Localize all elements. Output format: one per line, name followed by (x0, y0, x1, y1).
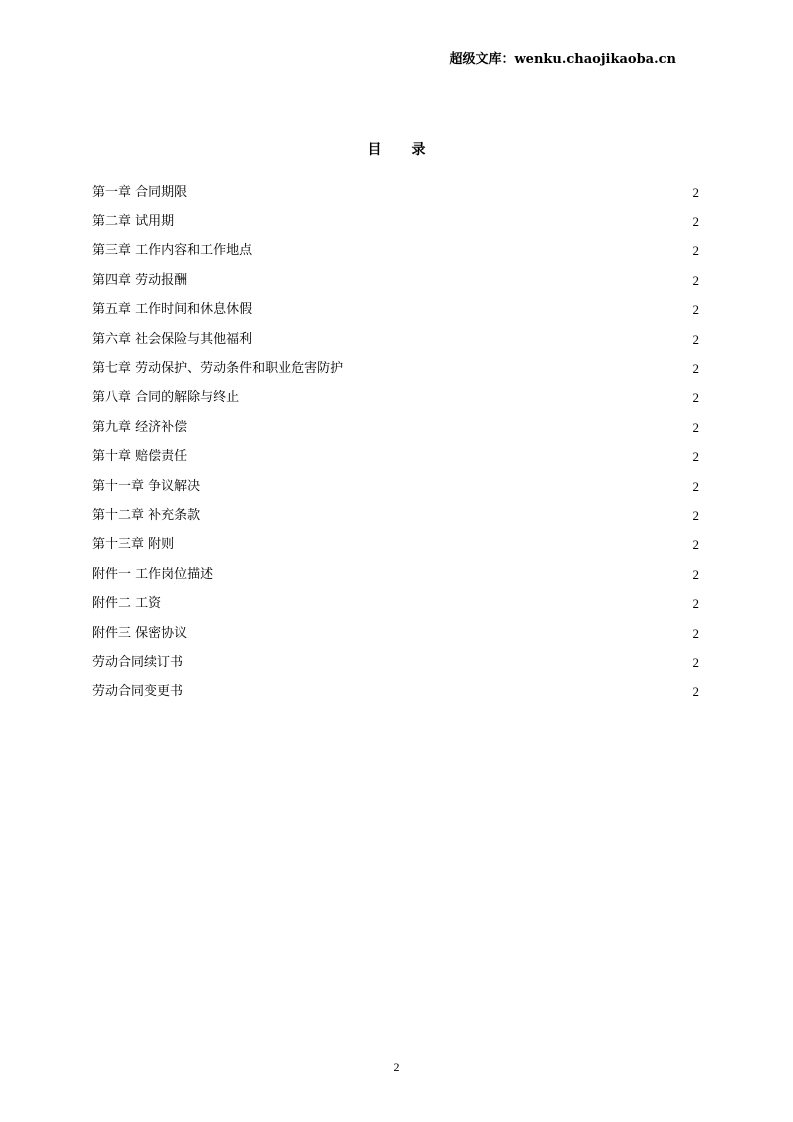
toc-item[interactable] (92, 384, 700, 413)
toc-item-label: 附件三 保密协议 (92, 625, 188, 641)
toc-item-page: 2 (692, 331, 699, 347)
toc-item-label: 第十一章 争议解决 (92, 478, 201, 494)
toc-item[interactable] (92, 501, 700, 530)
toc-item-page: 2 (692, 243, 699, 259)
toc-title-left: 目 (367, 142, 382, 158)
toc-item-page: 2 (692, 566, 699, 582)
toc-item[interactable] (92, 178, 700, 207)
toc-item-page: 2 (692, 419, 699, 435)
toc-item[interactable] (92, 413, 700, 442)
toc-item[interactable] (92, 354, 700, 383)
toc-item-label: 劳动合同变更书 (92, 684, 184, 700)
toc-item-label: 第八章 合同的解除与终止 (92, 390, 240, 406)
toc-item-label: 第十三章 附则 (92, 537, 175, 553)
toc-item-label: 第五章 工作时间和休息休假 (92, 302, 253, 318)
toc-item-label: 第七章 劳动保护、劳动条件和职业危害防护 (92, 361, 344, 377)
toc-item[interactable] (92, 207, 700, 236)
toc-title-right: 录 (411, 142, 426, 158)
toc-item[interactable] (92, 325, 700, 354)
toc-item-page: 2 (692, 507, 699, 523)
toc-item-label: 第二章 试用期 (92, 214, 175, 230)
toc-item[interactable] (92, 266, 700, 295)
toc-list (92, 178, 700, 707)
toc-item-page: 2 (692, 302, 699, 318)
toc-item[interactable] (92, 678, 700, 707)
toc-item[interactable] (92, 296, 700, 325)
toc-item-label: 第四章 劳动报酬 (92, 272, 188, 288)
toc-item-page: 2 (692, 184, 699, 200)
toc-item-page: 2 (692, 596, 699, 612)
toc-item-label: 第一章 合同期限 (92, 184, 188, 200)
page-header: 超级文库：wenku.chaojikaoba.cn (449, 52, 676, 67)
toc-item-label: 第九章 经济补偿 (92, 419, 188, 435)
toc-item-page: 2 (692, 214, 699, 230)
toc-item-label: 附件二 工资 (92, 596, 162, 612)
toc-item[interactable] (92, 531, 700, 560)
toc-item-label: 第六章 社会保险与其他福利 (92, 331, 253, 347)
toc-item-label: 劳动合同续订书 (92, 654, 184, 670)
toc-item[interactable] (92, 560, 700, 589)
toc-item[interactable] (92, 472, 700, 501)
toc-item-page: 2 (692, 390, 699, 406)
toc-item[interactable] (92, 237, 700, 266)
toc-item-page: 2 (692, 272, 699, 288)
toc-item-page: 2 (692, 684, 699, 700)
toc-item[interactable] (92, 443, 700, 472)
toc-item-page: 2 (692, 537, 699, 553)
toc-item[interactable] (92, 619, 700, 648)
toc-item-label: 第十二章 补充条款 (92, 507, 201, 523)
footer-page-number: 2 (393, 1060, 400, 1074)
toc-item[interactable] (92, 589, 700, 618)
toc-item-label: 附件一 工作岗位描述 (92, 566, 214, 582)
toc-item-label: 第十章 赔偿责任 (92, 449, 188, 465)
toc-item-page: 2 (692, 449, 699, 465)
toc-item-label: 第三章 工作内容和工作地点 (92, 243, 253, 259)
toc-item[interactable] (92, 648, 700, 677)
toc-item-page: 2 (692, 654, 699, 670)
toc-title (0, 139, 793, 159)
toc-item-page: 2 (692, 625, 699, 641)
toc-item-page: 2 (692, 361, 699, 377)
toc-item-page: 2 (692, 478, 699, 494)
